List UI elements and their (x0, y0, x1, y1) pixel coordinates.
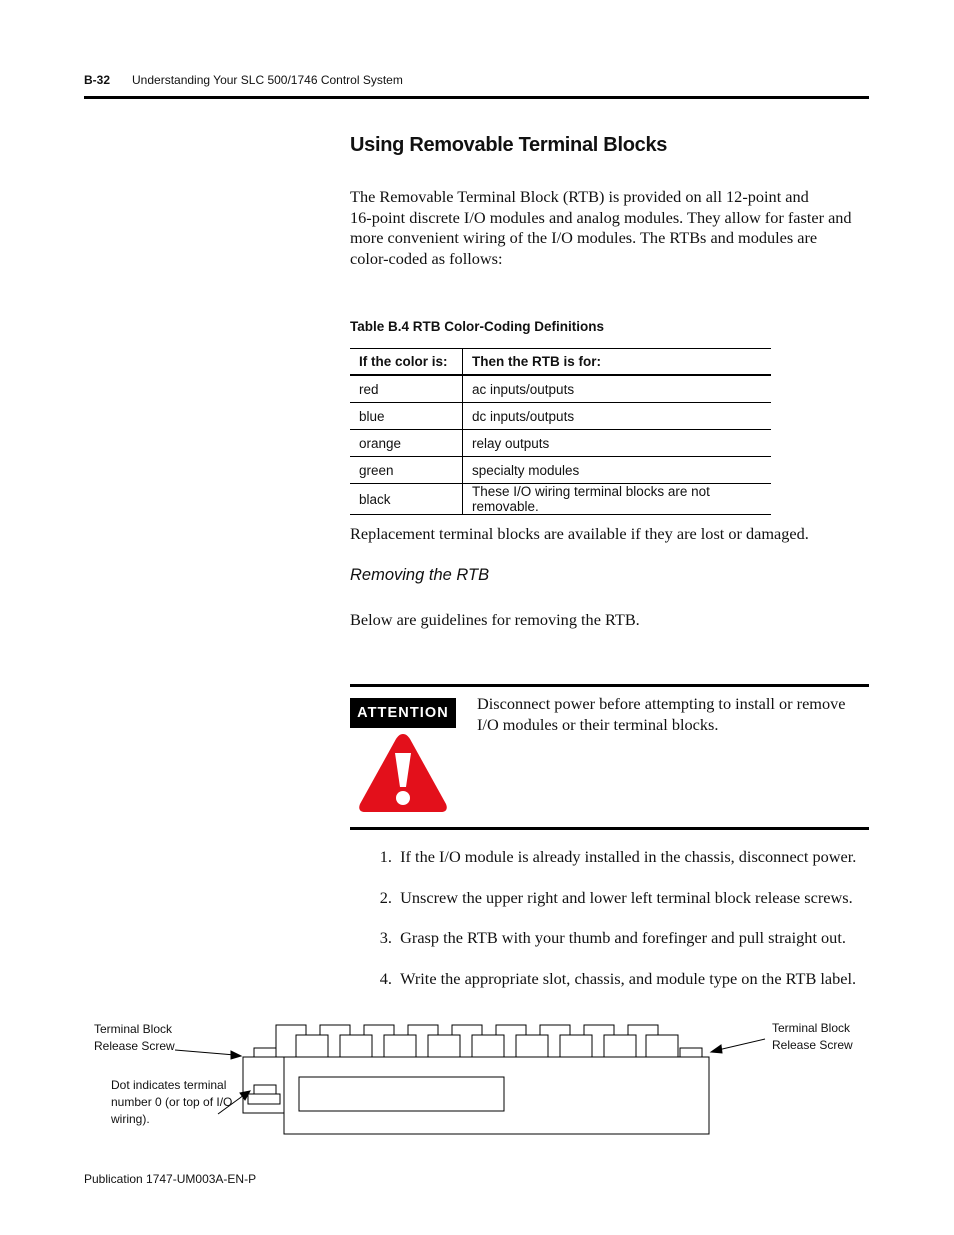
table-caption: Table B.4 RTB Color-Coding Definitions (350, 319, 604, 334)
attention-line: I/O modules or their terminal blocks. (477, 714, 719, 734)
attention-line: Disconnect power before attempting to install or remove (477, 694, 846, 713)
step-text: Unscrew the upper right and lower left terminal block release screws. (400, 887, 853, 907)
table-row (350, 403, 771, 430)
right-callout-leader (718, 1039, 765, 1050)
step-text: Write the appropriate slot, chassis, and module type on the RTB label. (400, 968, 857, 988)
left-callout-arrowhead (231, 1051, 241, 1059)
list-item (350, 847, 869, 888)
terminal-lower (472, 1035, 504, 1057)
usage-cell: dc inputs/outputs (463, 403, 772, 430)
color-coding-table (350, 348, 771, 515)
list-item (350, 969, 869, 1010)
attention-text (477, 694, 869, 735)
right-release-screw (680, 1048, 702, 1057)
step-number: 3. (379, 928, 392, 947)
running-head (84, 73, 403, 87)
attention-rule-top (350, 684, 869, 687)
left-release-screw-callout (94, 1021, 175, 1055)
terminal-lower (428, 1035, 460, 1057)
callout-line: Terminal Block (94, 1022, 173, 1036)
color-cell: orange (350, 430, 463, 457)
callout-line: Dot indicates terminal (111, 1078, 227, 1092)
step-number: 4. (379, 968, 392, 988)
step-number: 2. (379, 887, 392, 907)
color-cell: black (350, 484, 463, 515)
rtb-label-area (299, 1077, 504, 1111)
callout-line: Terminal Block (772, 1021, 851, 1035)
color-cell: blue (350, 403, 463, 430)
terminal-zero-dot-callout (111, 1077, 232, 1128)
terminal-lower (340, 1035, 372, 1057)
right-callout-arrowhead (711, 1045, 722, 1053)
subheading: Removing the RTB (350, 566, 490, 584)
terminal-zero-dot (254, 1085, 276, 1094)
step-text: Grasp the RTB with your thumb and forefinger and pull straight out. (400, 928, 846, 947)
terminal-lower (604, 1035, 636, 1057)
warning-exclamation-icon (356, 731, 450, 815)
step-text: If the I/O module is already installed in the chassis, disconnect power. (400, 847, 857, 866)
replacement-paragraph: Replacement terminal blocks are available if they are lost or damaged. (350, 524, 809, 543)
callout-line: wiring). (111, 1112, 150, 1126)
callout-line: Release Screw (772, 1038, 853, 1052)
terminal-lower (646, 1035, 678, 1057)
terminal-row (276, 1025, 678, 1057)
step-number: 1. (379, 847, 392, 866)
terminal-lower (296, 1035, 328, 1057)
callout-line: number 0 (or top of I/O (111, 1095, 233, 1109)
intro-line: The Removable Terminal Block (RTB) is provided on all 12-point and (350, 187, 809, 206)
list-item (350, 888, 869, 929)
intro-paragraph (350, 187, 870, 269)
intro-line: color-coded as follows: (350, 248, 503, 268)
table-row (350, 430, 771, 457)
intro-line: 16-point discrete I/O modules and analog modules. They allow for faster and (350, 207, 852, 227)
column-header: If the color is: (350, 349, 463, 376)
usage-cell: ac inputs/outputs (463, 375, 772, 403)
running-title: Understanding Your SLC 500/1746 Control System (132, 73, 403, 87)
terminal-lower (560, 1035, 592, 1057)
removal-steps (350, 847, 869, 1009)
guidelines-paragraph: Below are guidelines for removing the RTB. (350, 610, 640, 629)
table-row (350, 375, 771, 403)
table-header-row (350, 349, 771, 376)
section-title: Using Removable Terminal Blocks (350, 134, 668, 156)
publication-footer: Publication 1747-UM003A-EN-P (84, 1172, 257, 1186)
right-release-screw-callout (772, 1020, 853, 1054)
table-row (350, 484, 771, 515)
terminal-zero-tab (248, 1094, 280, 1104)
list-item (350, 928, 869, 969)
color-cell: red (350, 375, 463, 403)
table-row (350, 457, 771, 484)
attention-rule-bottom (350, 827, 869, 830)
usage-cell: relay outputs (463, 430, 772, 457)
left-release-screw (254, 1048, 276, 1057)
left-callout-leader (175, 1050, 235, 1055)
usage-cell: These I/O wiring terminal blocks are not removable. (463, 484, 772, 515)
terminal-lower (384, 1035, 416, 1057)
header-rule (84, 96, 869, 99)
attention-badge: ATTENTION (350, 698, 456, 728)
column-header: Then the RTB is for: (463, 349, 772, 376)
callout-line: Release Screw (94, 1039, 175, 1053)
intro-line: more convenient wiring of the I/O modules. The RTBs and modules are (350, 228, 818, 247)
color-cell: green (350, 457, 463, 484)
usage-cell: specialty modules (463, 457, 772, 484)
page-number: B-32 (84, 73, 111, 87)
terminal-lower (516, 1035, 548, 1057)
